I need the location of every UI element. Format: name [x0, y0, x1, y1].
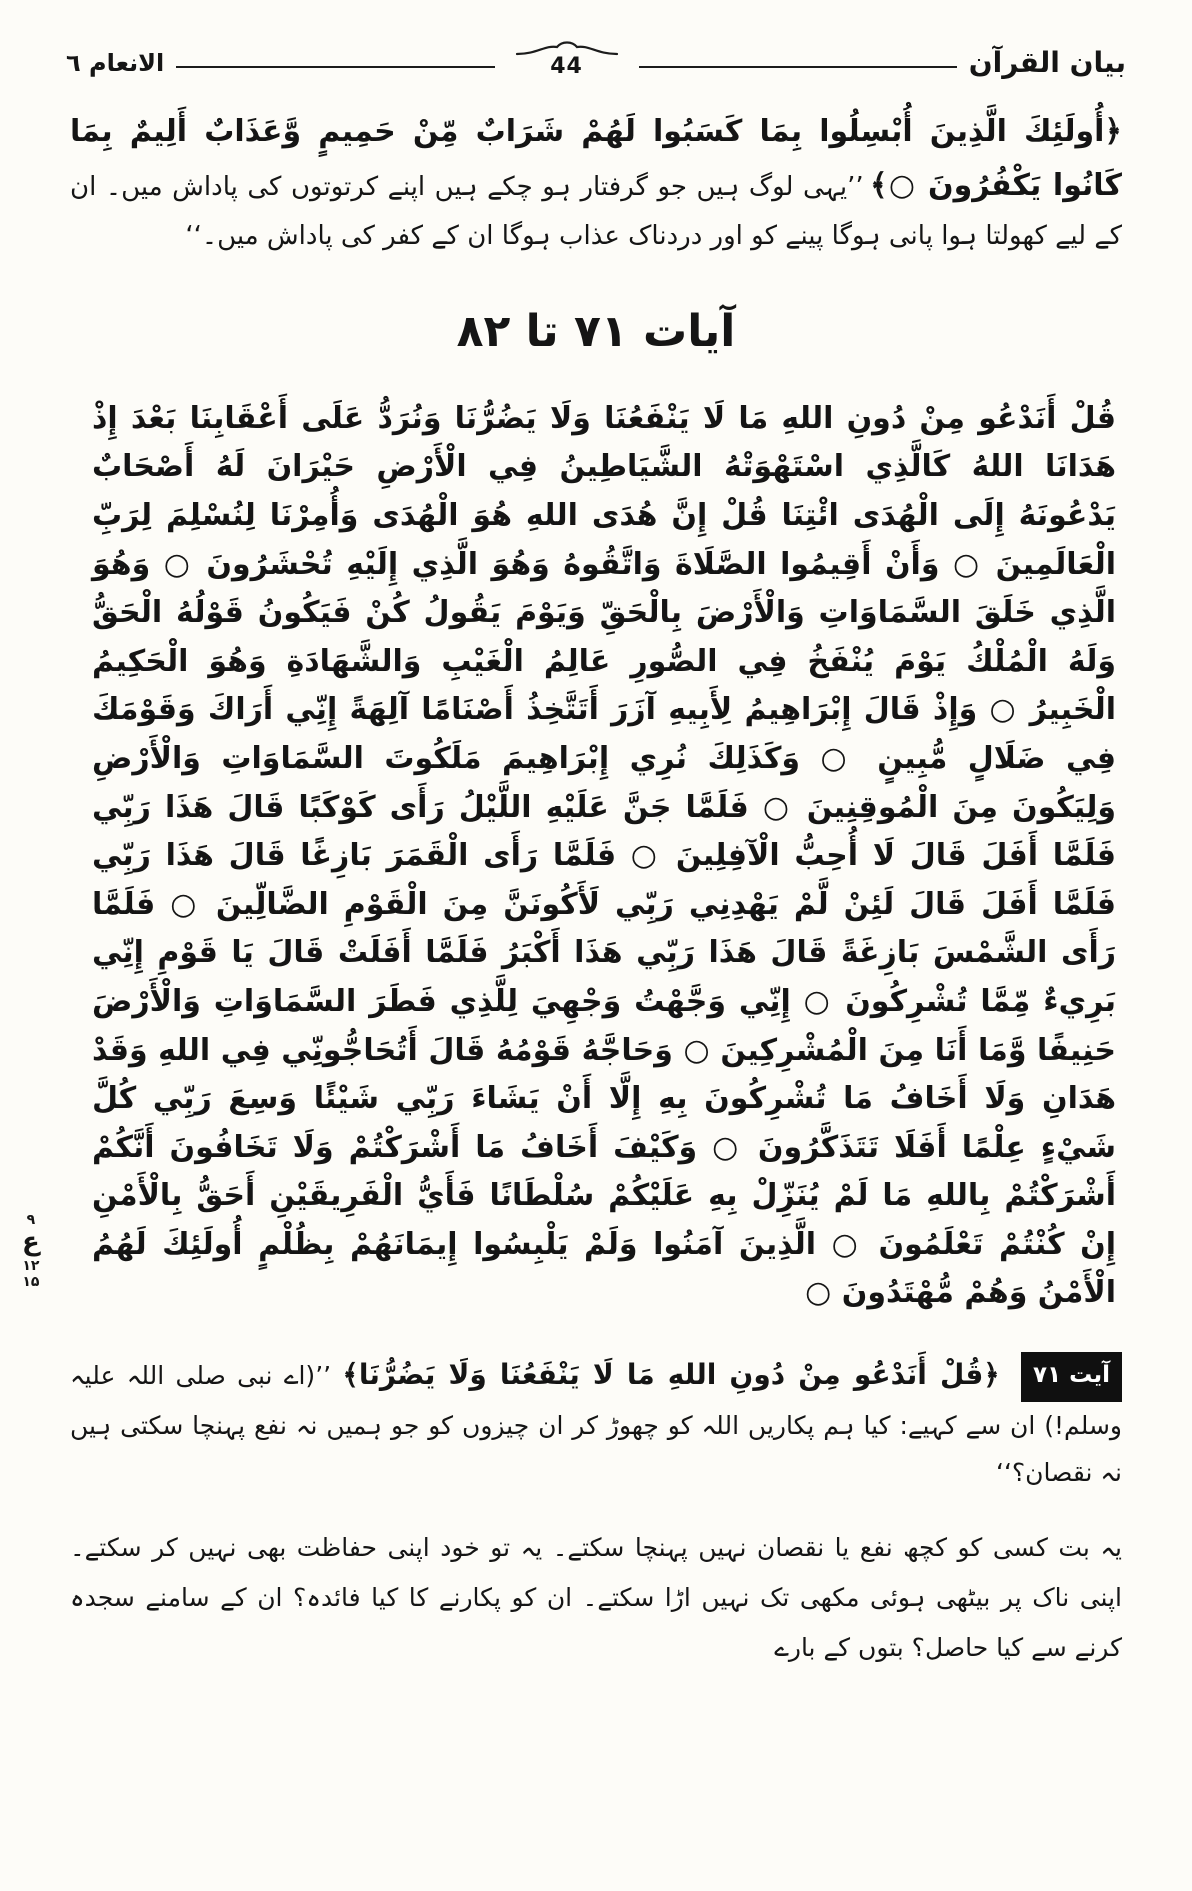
commentary-paragraph: یہ بت کسی کو کچھ نفع یا نقصان نہیں پہنچا سکتے۔ یہ تو خود اپنی حفاظت بھی نہیں کر سکتے۔ اپنی ناک پر بیٹھی ہوئی مکھی تک نہیں اڑا سکتے۔ ان کو پکارنے کا کیا فائدہ؟ ان کے سامنے سجدہ کرنے سے کیا حاصل؟ بتوں کے بارے	[70, 1532, 1122, 1662]
intro-urdu-translation: ’’یہی لوگ ہیں جو گرفتار ہو چکے ہیں اپنے کرتوتوں کی پاداش میں۔ ان کے لیے کھولتا ہوا پانی ہوگا پینے کو اور دردناک عذاب ہوگا ان کے کفر کی پاداش میں۔‘‘	[70, 172, 1122, 251]
intro-arabic-verse: ﴿أُولَئِكَ الَّذِينَ أُبْسِلُوا بِمَا كَسَبُوا لَهُمْ شَرَابٌ مِّنْ حَمِيمٍ وَّعَذَابٌ أَلِيمٌ بِمَا كَانُوا يَكْفُرُونَ ○﴾	[70, 114, 1122, 203]
intro-paragraph	[70, 105, 1122, 260]
tafsir-arabic-quote: ﴿قُلْ أَنَدْعُو مِنْ دُونِ اللهِ مَا لَا يَنْفَعُنَا وَلَا يَضُرُّنَا﴾	[342, 1358, 1000, 1392]
header-rule-right	[639, 66, 957, 68]
page-number-ornament	[507, 40, 627, 79]
ruku-number-top: ۹	[26, 1212, 36, 1228]
page-number: 44	[550, 54, 583, 79]
ruku-number-mid: ۱۲	[22, 1257, 40, 1274]
ruku-number-bottom: ۱۵	[22, 1274, 40, 1291]
book-title: بیان القرآن	[968, 46, 1126, 79]
tafsir-urdu-translation: ’’(اے نبی صلی اللہ علیہ وسلم!) ان سے کہیے: کیا ہم پکاریں اللہ کو چھوڑ کر ان چیزوں کو جو ہمیں نہ نفع پہنچا سکتی ہیں نہ نقصان؟‘‘	[70, 1361, 1122, 1488]
header-rule-left	[176, 66, 494, 68]
quran-text-block: قُلْ أَنَدْعُو مِنْ دُونِ اللهِ مَا لَا يَنْفَعُنَا وَلَا يَضُرُّنَا وَنُرَدُّ عَلَى أَعْقَابِنَا بَعْدَ إِذْ هَدَانَا اللهُ كَالَّذِي اسْتَهْوَتْهُ الشَّيَاطِينُ فِي الْأَرْضِ حَيْرَانَ لَهُ أَصْحَابٌ يَدْعُونَهُ إِلَى الْهُدَى ائْتِنَا قُلْ إِنَّ هُدَى اللهِ هُوَ الْهُدَى وَأُمِرْنَا لِنُسْلِمَ لِرَبِّ الْعَالَمِينَ ○ وَأَنْ أَقِيمُوا الصَّلَاةَ وَاتَّقُوهُ وَهُوَ الَّذِي إِلَيْهِ تُحْشَرُونَ ○ وَهُوَ الَّذِي خَلَقَ السَّمَاوَاتِ وَالْأَرْضَ بِالْحَقِّ وَيَوْمَ يَقُولُ كُنْ فَيَكُونُ قَوْلُهُ الْحَقُّ وَلَهُ الْمُلْكُ يَوْمَ يُنْفَخُ فِي الصُّورِ عَالِمُ الْغَيْبِ وَالشَّهَادَةِ وَهُوَ الْحَكِيمُ الْخَبِيرُ ○ وَإِذْ قَالَ إِبْرَاهِيمُ لِأَبِيهِ آزَرَ أَتَتَّخِذُ أَصْنَامًا آلِهَةً إِنِّي أَرَاكَ وَقَوْمَكَ فِي ضَلَالٍ مُّبِينٍ ○ وَكَذَلِكَ نُرِي إِبْرَاهِيمَ مَلَكُوتَ السَّمَاوَاتِ وَالْأَرْضِ وَلِيَكُونَ مِنَ الْمُوقِنِينَ ○ فَلَمَّا جَنَّ عَلَيْهِ اللَّيْلُ رَأَى كَوْكَبًا قَالَ هَذَا رَبِّي فَلَمَّا أَفَلَ قَالَ لَا أُحِبُّ الْآفِلِينَ ○ فَلَمَّا رَأَى الْقَمَرَ بَازِغًا قَالَ هَذَا رَبِّي فَلَمَّا أَفَلَ قَالَ لَئِنْ لَّمْ يَهْدِنِي رَبِّي لَأَكُونَنَّ مِنَ الْقَوْمِ الضَّالِّينَ ○ فَلَمَّا رَأَى الشَّمْسَ بَازِغَةً قَالَ هَذَا رَبِّي هَذَا أَكْبَرُ فَلَمَّا أَفَلَتْ قَالَ يَا قَوْمِ إِنِّي بَرِيءٌ مِّمَّا تُشْرِكُونَ ○ إِنِّي وَجَّهْتُ وَجْهِيَ لِلَّذِي فَطَرَ السَّمَاوَاتِ وَالْأَرْضَ حَنِيفًا وَّمَا أَنَا مِنَ الْمُشْرِكِينَ ○ وَحَاجَّهُ قَوْمُهُ قَالَ أَتُحَاجُّونِّي فِي اللهِ وَقَدْ هَدَانِ وَلَا أَخَافُ مَا تُشْرِكُونَ بِهِ إِلَّا أَنْ يَشَاءَ رَبِّي شَيْئًا وَسِعَ رَبِّي كُلَّ شَيْءٍ عِلْمًا أَفَلَا تَتَذَكَّرُونَ ○ وَكَيْفَ أَخَافُ مَا أَشْرَكْتُمْ وَلَا تَخَافُونَ أَنَّكُمْ أَشْرَكْتُمْ بِاللهِ مَا لَمْ يُنَزِّلْ بِهِ عَلَيْكُمْ سُلْطَانًا فَأَيُّ الْفَرِيقَيْنِ أَحَقُّ بِالْأَمْنِ إِنْ كُنْتُمْ تَعْلَمُونَ ○ الَّذِينَ آمَنُوا وَلَمْ يَلْبِسُوا إِيمَانَهُمْ بِظُلْمٍ أُولَئِكَ لَهُمُ الْأَمْنُ وَهُمْ مُّهْتَدُونَ ○	[92, 400, 1116, 1311]
surah-label: الانعام ٦	[66, 48, 165, 77]
page-header	[66, 46, 1126, 79]
ruku-margin-marker	[22, 1212, 40, 1290]
tafsir-paragraph	[70, 1348, 1122, 1497]
section-heading: آیات ۷۱ تا ۸۲	[456, 305, 736, 357]
ain-ruku-icon: ع	[22, 1227, 40, 1258]
ayah-number-badge: آیت ۷۱	[1021, 1352, 1122, 1402]
